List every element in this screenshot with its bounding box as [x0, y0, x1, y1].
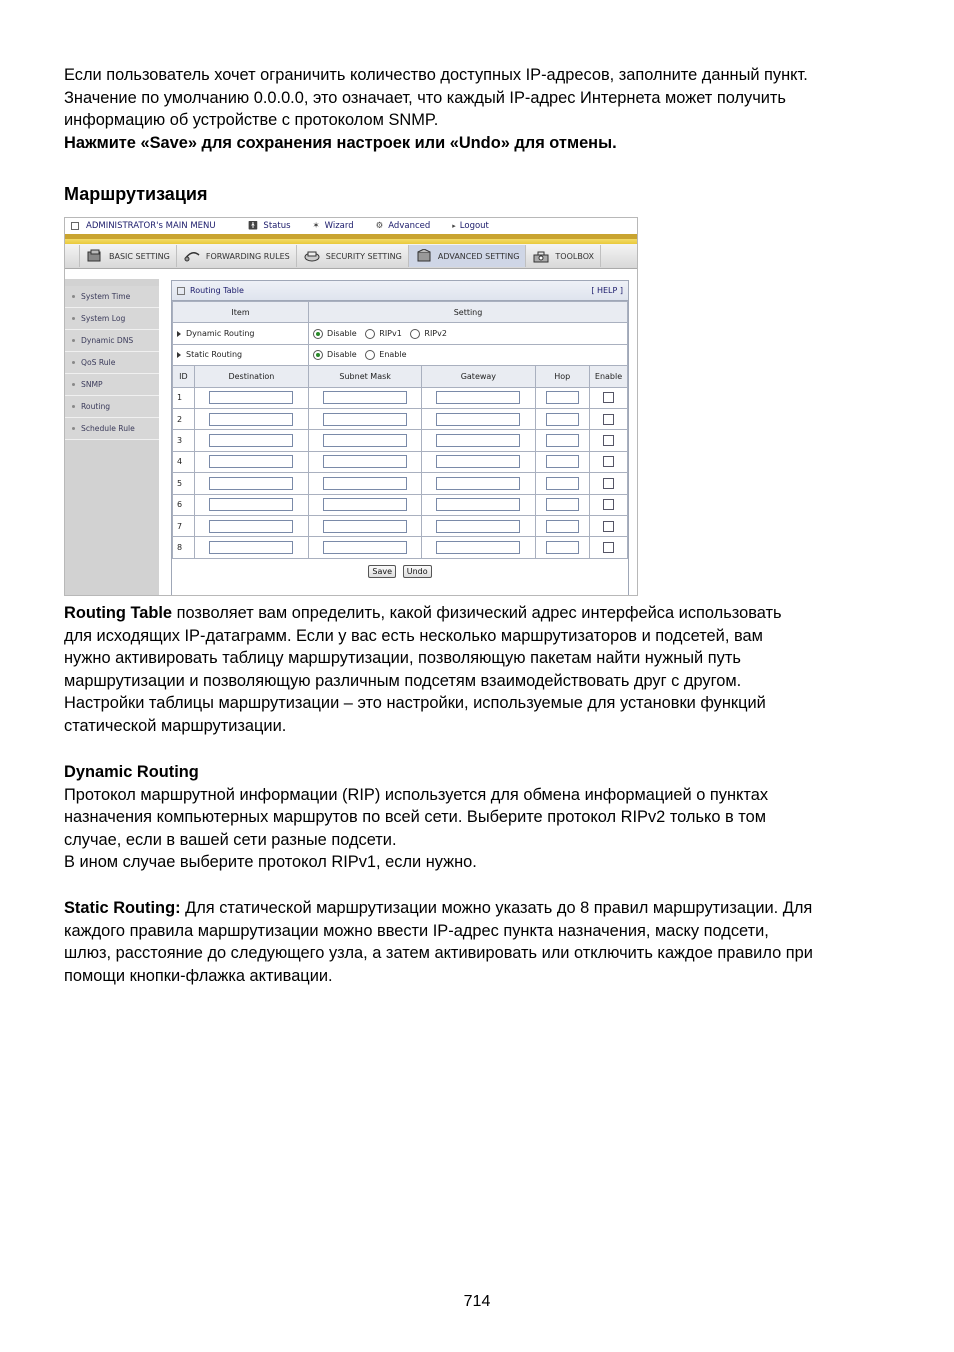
- routes-header-row: [173, 366, 628, 387]
- main-menu-link[interactable]: ADMINISTRATOR's MAIN MENU: [71, 221, 216, 231]
- dynamic-routing-description: [64, 761, 894, 874]
- destination-input[interactable]: [209, 413, 293, 426]
- enable-checkbox[interactable]: [603, 435, 614, 446]
- route-id: 4: [173, 451, 195, 472]
- route-id: 1: [173, 387, 195, 408]
- nav-dynamic-dns[interactable]: Dynamic DNS: [65, 330, 159, 352]
- intro-line-3: информацию об устройстве с протоколом SNMP.: [64, 111, 439, 130]
- left-nav: [65, 279, 159, 596]
- static-desc-line-4: помощи кнопки-флажка активации.: [64, 966, 333, 985]
- help-link[interactable]: [ HELP ]: [591, 286, 623, 295]
- enable-checkbox[interactable]: [603, 499, 614, 510]
- subnet-mask-input[interactable]: [323, 520, 407, 533]
- static-routing-description: [64, 897, 894, 987]
- bullet-icon: [72, 361, 75, 364]
- static-desc-line-3: шлюз, расстояние до следующего узла, а затем активировать или отключить каждое правило при: [64, 944, 813, 963]
- bullet-icon: [72, 295, 75, 298]
- status-link[interactable]: 🚹︎ Status: [247, 221, 291, 231]
- gateway-input[interactable]: [436, 455, 520, 468]
- nav-separator: [159, 279, 169, 596]
- logout-arrow-icon: ▸: [452, 222, 456, 230]
- hop-input[interactable]: [546, 455, 579, 468]
- gateway-input[interactable]: [436, 391, 520, 404]
- enable-checkbox[interactable]: [603, 478, 614, 489]
- hop-input[interactable]: [546, 541, 579, 554]
- dynamic-desc-line-1: Протокол маршрутной информации (RIP) используется для обмена информацией о пунктах: [64, 785, 769, 804]
- destination-input[interactable]: [209, 498, 293, 511]
- route-id: 8: [173, 537, 195, 558]
- dynamic-desc-line-2: назначения компьютерных маршрутов по всей сети. Выберите протокол RIPv2 только в том: [64, 808, 766, 827]
- routing-table-panel: [171, 280, 629, 596]
- bullet-icon: [72, 383, 75, 386]
- nav-qos-rule[interactable]: QoS Rule: [65, 352, 159, 374]
- static-desc-line-1: Для статической маршрутизации можно указать до 8 правил маршрутизации. Для: [180, 899, 813, 917]
- hop-input[interactable]: [546, 413, 579, 426]
- route-row: [173, 430, 628, 451]
- intro-line-1: Если пользователь хочет ограничить количество доступных IP-адресов, заполните данный пункт.: [64, 66, 808, 84]
- col-hop: Hop: [535, 366, 590, 387]
- destination-input[interactable]: [209, 391, 293, 404]
- security-setting-icon: [303, 249, 321, 263]
- router-ui-screenshot: [64, 217, 638, 596]
- advanced-link[interactable]: ⚙ Advanced: [375, 221, 431, 231]
- col-destination: Destination: [194, 366, 308, 387]
- routing-desc-line-1: позволяет вам определить, какой физический адрес интерфейса использовать: [172, 604, 782, 622]
- forwarding-rules-icon: [183, 249, 201, 263]
- destination-input[interactable]: [209, 477, 293, 490]
- gateway-input[interactable]: [436, 413, 520, 426]
- bullet-icon: [72, 317, 75, 320]
- subnet-mask-input[interactable]: [323, 413, 407, 426]
- wizard-icon: ✶: [312, 221, 320, 231]
- static-enable-radio[interactable]: [365, 350, 375, 360]
- routing-table-description: [64, 602, 894, 738]
- hop-input[interactable]: [546, 477, 579, 490]
- advanced-setting-icon: [415, 249, 433, 263]
- route-row: [173, 473, 628, 494]
- dynamic-disable-radio[interactable]: [313, 329, 323, 339]
- route-id: 7: [173, 515, 195, 536]
- bullet-icon: [72, 427, 75, 430]
- dynamic-ripv1-radio[interactable]: [365, 329, 375, 339]
- hop-input[interactable]: [546, 520, 579, 533]
- toolbox-icon: [532, 249, 550, 263]
- col-setting: Setting: [309, 302, 628, 323]
- basic-setting-icon: [86, 249, 104, 263]
- col-gateway: Gateway: [422, 366, 535, 387]
- nav-schedule-rule[interactable]: Schedule Rule: [65, 418, 159, 440]
- logout-link[interactable]: ▸ Logout: [452, 221, 489, 231]
- tab-basic-setting[interactable]: BASIC SETTING: [79, 245, 177, 267]
- static-routing-term: Static Routing:: [64, 899, 181, 917]
- intro-paragraph: [64, 64, 894, 154]
- route-row: [173, 451, 628, 472]
- nav-routing[interactable]: Routing: [65, 396, 159, 418]
- intro-line-2: Значение по умолчанию 0.0.0.0, это означает, что каждый IP-адрес Интернета может получить: [64, 88, 786, 107]
- route-row: [173, 537, 628, 558]
- subnet-mask-input[interactable]: [323, 391, 407, 404]
- col-enable: Enable: [590, 366, 628, 387]
- route-id: 6: [173, 494, 195, 515]
- enable-checkbox[interactable]: [603, 542, 614, 553]
- button-row: [172, 559, 628, 578]
- destination-input[interactable]: [209, 455, 293, 468]
- routing-desc-line-3: нужно активировать таблицу маршрутизации, позволяющую пакетам найти нужный путь: [64, 649, 741, 668]
- route-rows: [173, 387, 628, 558]
- gateway-input[interactable]: [436, 477, 520, 490]
- route-row: [173, 387, 628, 408]
- col-item: Item: [173, 302, 309, 323]
- gateway-input[interactable]: [436, 520, 520, 533]
- nav-system-log[interactable]: System Log: [65, 308, 159, 330]
- route-row: [173, 494, 628, 515]
- route-row: [173, 408, 628, 429]
- dynamic-routing-title: Dynamic Routing: [64, 763, 199, 781]
- subnet-mask-input[interactable]: [323, 434, 407, 447]
- enable-checkbox[interactable]: [603, 414, 614, 425]
- tab-security-setting[interactable]: SECURITY SETTING: [297, 245, 409, 267]
- dynamic-desc-line-4: В ином случае выберите протокол RIPv1, если нужно.: [64, 853, 477, 872]
- routing-desc-line-4: маршрутизации и позволяющую различным подсетям взаимодействовать друг с другом.: [64, 671, 742, 690]
- bullet-icon: [72, 405, 75, 408]
- intro-save-note: Нажмите «Save» для сохранения настроек или «Undo» для отмены.: [64, 133, 617, 152]
- routing-table: [172, 301, 628, 559]
- hop-input[interactable]: [546, 434, 579, 447]
- routing-desc-line-2: для исходящих IP-датаграмм. Если у вас есть несколько маршрутизаторов и подсетей, вам: [64, 626, 763, 645]
- subnet-mask-input[interactable]: [323, 498, 407, 511]
- route-id: 5: [173, 473, 195, 494]
- routing-desc-line-5: Настройки таблицы маршрутизации – это настройки, используемые для установки функций: [64, 694, 766, 713]
- gateway-input[interactable]: [436, 541, 520, 554]
- col-id: ID: [173, 366, 195, 387]
- advanced-icon: ⚙: [375, 221, 384, 231]
- nav-snmp[interactable]: SNMP: [65, 374, 159, 396]
- triangle-icon: [177, 352, 181, 358]
- route-id: 2: [173, 408, 195, 429]
- col-subnet-mask: Subnet Mask: [309, 366, 422, 387]
- routing-table-term: Routing Table: [64, 604, 173, 622]
- destination-input[interactable]: [209, 520, 293, 533]
- routing-desc-line-6: статической маршрутизации.: [64, 716, 287, 735]
- static-routing-row: Static Routing Disable Enable: [173, 344, 628, 365]
- bullet-icon: [72, 339, 75, 342]
- status-person-icon: 🚹︎: [247, 221, 259, 231]
- hop-input[interactable]: [546, 498, 579, 511]
- dynamic-routing-label: Dynamic Routing: [186, 329, 255, 339]
- tab-advanced-setting[interactable]: ADVANCED SETTING: [409, 245, 527, 267]
- dynamic-routing-row: Dynamic Routing Disable RIPv1 RIPv2: [173, 323, 628, 344]
- section-title: Маршрутизация: [64, 184, 208, 204]
- hop-input[interactable]: [546, 391, 579, 404]
- triangle-icon: [177, 331, 181, 337]
- enable-checkbox[interactable]: [603, 456, 614, 467]
- subnet-mask-input[interactable]: [323, 541, 407, 554]
- nav-system-time[interactable]: System Time: [65, 286, 159, 308]
- undo-button[interactable]: Undo: [403, 565, 432, 578]
- tab-toolbox[interactable]: TOOLBOX: [526, 245, 601, 267]
- static-routing-label: Static Routing: [186, 350, 243, 360]
- top-menu-bar: [65, 218, 637, 234]
- gateway-input[interactable]: [436, 498, 520, 511]
- destination-input[interactable]: [209, 541, 293, 554]
- wizard-link[interactable]: ✶ Wizard: [312, 221, 354, 231]
- enable-checkbox[interactable]: [603, 521, 614, 532]
- panel-title-bar: [172, 281, 628, 301]
- dynamic-ripv2-radio[interactable]: [410, 329, 420, 339]
- subnet-mask-input[interactable]: [323, 455, 407, 468]
- static-disable-radio[interactable]: [313, 350, 323, 360]
- gateway-input[interactable]: [436, 434, 520, 447]
- save-button[interactable]: Save: [368, 565, 396, 578]
- static-desc-line-2: каждого правила маршрутизации можно ввести IP-адрес пункта назначения, маску подсети,: [64, 921, 769, 940]
- dynamic-desc-line-3: случае, если в вашей сети разные подсети.: [64, 830, 397, 849]
- destination-input[interactable]: [209, 434, 293, 447]
- route-row: [173, 515, 628, 536]
- menu-square-icon: [71, 222, 79, 230]
- panel-title: Routing Table: [190, 286, 244, 295]
- tab-forwarding-rules[interactable]: FORWARDING RULES: [177, 245, 297, 267]
- main-tabs: [65, 244, 637, 269]
- route-id: 3: [173, 430, 195, 451]
- enable-checkbox[interactable]: [603, 392, 614, 403]
- subnet-mask-input[interactable]: [323, 477, 407, 490]
- panel-square-icon: [177, 287, 185, 295]
- page-number: 714: [463, 1293, 491, 1310]
